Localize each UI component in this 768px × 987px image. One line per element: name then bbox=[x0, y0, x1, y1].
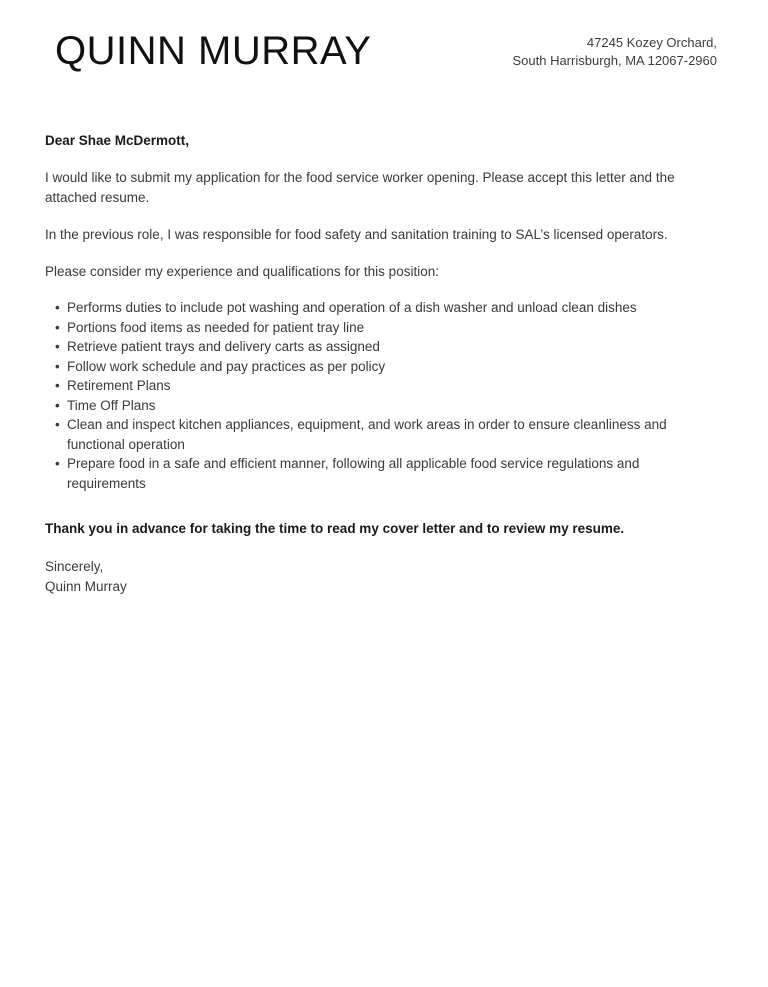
qualification-item: • Prepare food in a safe and efficient manner, following all applicable food service regulations and requirements bbox=[55, 454, 721, 493]
qualifications-list bbox=[45, 298, 721, 493]
qualification-item: • Time Off Plans bbox=[55, 396, 721, 416]
qualification-item: • Retrieve patient trays and delivery carts as assigned bbox=[55, 337, 721, 357]
qualification-item: • Retirement Plans bbox=[55, 376, 721, 396]
letter-header bbox=[0, 0, 768, 74]
qualification-item: • Portions food items as needed for patient tray line bbox=[55, 318, 721, 338]
qualification-item: • Follow work schedule and pay practices as per policy bbox=[55, 357, 721, 377]
intro-paragraph: I would like to submit my application for the food service worker opening. Please accept this letter and the attached resume. bbox=[45, 170, 675, 205]
signoff: Sincerely, bbox=[45, 559, 104, 574]
sender-address bbox=[512, 34, 717, 70]
closing-thanks: Thank you in advance for taking the time to read my cover letter and to review my resume. bbox=[45, 521, 625, 536]
salutation: Dear Shae McDermott, bbox=[45, 133, 190, 148]
qualification-item: • Clean and inspect kitchen appliances, equipment, and work areas in order to ensure cleanliness and functional operation bbox=[55, 415, 721, 454]
signoff-block bbox=[45, 557, 721, 597]
qualifications-intro-paragraph: Please consider my experience and qualifications for this position: bbox=[45, 264, 439, 279]
previous-role-paragraph: In the previous role, I was responsible for food safety and sanitation training to SAL’s licensed operators. bbox=[45, 227, 668, 242]
letter-body bbox=[0, 131, 768, 597]
address-line-2: South Harrisburgh, MA 12067-2960 bbox=[512, 53, 717, 68]
signature-name: Quinn Murray bbox=[45, 579, 127, 594]
address-line-1: 47245 Kozey Orchard, bbox=[586, 35, 717, 50]
sender-name-heading: QUINN MURRAY bbox=[55, 29, 372, 73]
qualification-item: • Performs duties to include pot washing and operation of a dish washer and unload clean dishes bbox=[55, 298, 721, 318]
